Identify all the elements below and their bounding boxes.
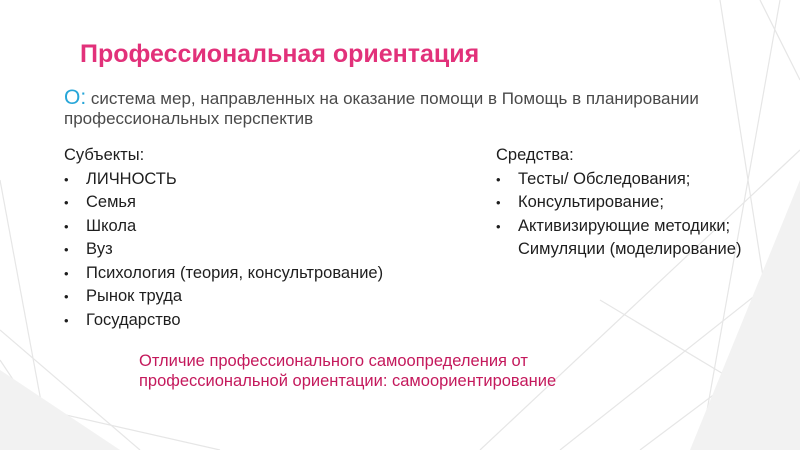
list-item: • Рынок труда xyxy=(64,285,394,309)
list-item: • ЛИЧНОСТЬ xyxy=(64,168,394,192)
subjects-heading: Субъекты: xyxy=(64,146,145,164)
means-list xyxy=(496,168,756,262)
list-item: • Активизирующие методики; Симуляции (моделирование) xyxy=(496,215,756,262)
highlight-note: Отличие профессионального самоопределения от профессиональной ориентации: самоориентирование xyxy=(139,352,557,390)
subjects-column xyxy=(64,144,394,332)
list-item: • Семья xyxy=(64,191,394,215)
slide-title: Профессиональная ориентация xyxy=(80,40,480,68)
definition-letter: О: xyxy=(64,86,87,109)
list-item: • Консультирование; xyxy=(496,191,756,215)
definition-text: система мер, направленных на оказание помощи в Помощь в планировании профессиональных перспектив xyxy=(64,89,699,128)
means-heading: Средства: xyxy=(496,146,574,164)
list-item: • Школа xyxy=(64,215,394,239)
list-item: • Психология (теория, консультрование) xyxy=(64,262,394,286)
definition xyxy=(64,88,764,129)
list-item: • Государство xyxy=(64,309,394,333)
list-item: • Вуз xyxy=(64,238,394,262)
subjects-list xyxy=(64,168,394,333)
means-column xyxy=(496,144,756,262)
list-item: • Тесты/ Обследования; xyxy=(496,168,756,192)
